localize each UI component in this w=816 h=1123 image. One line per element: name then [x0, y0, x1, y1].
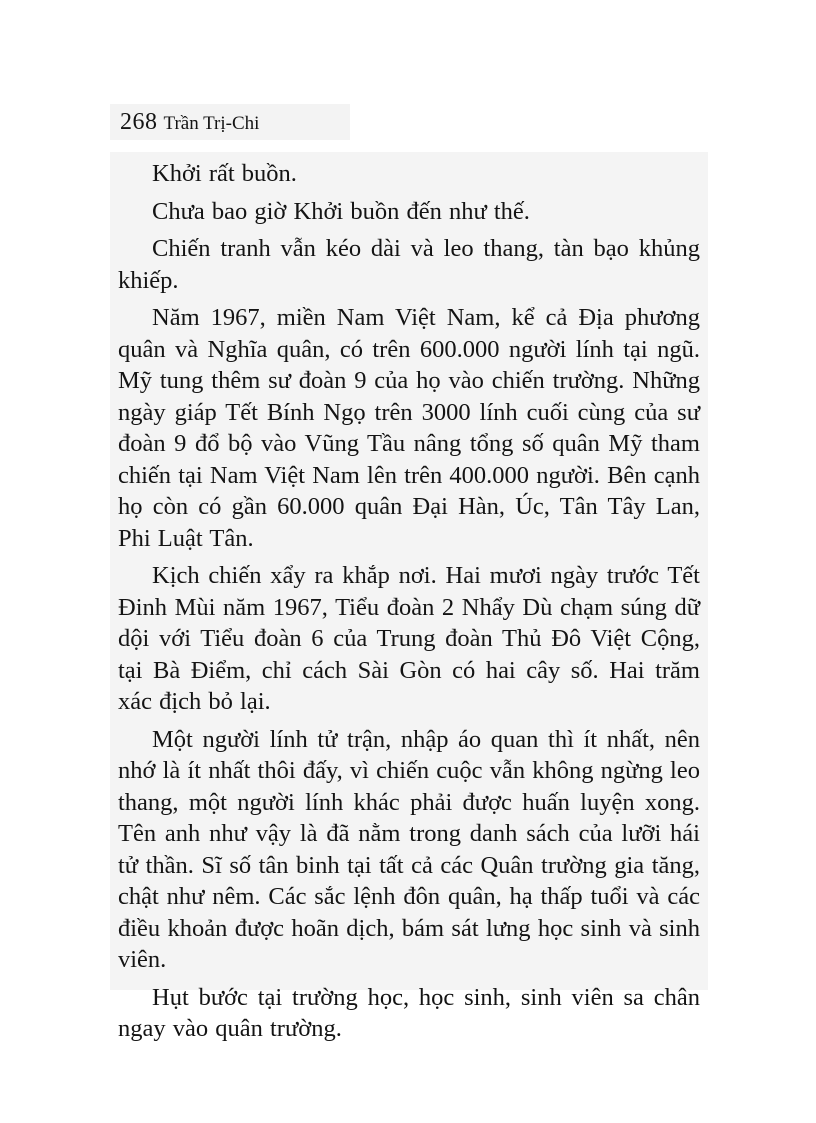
page-header [110, 104, 350, 140]
paragraph: Kịch chiến xẩy ra khắp nơi. Hai mươi ngày trước Tết Đinh Mùi năm 1967, Tiểu đoàn 2 Nhẩy Dù chạm súng dữ dội với Tiểu đoàn 6 của Trung đoàn Thủ Đô Việt Cộng, tại Bà Điểm, chỉ cách Sài Gòn có hai cây số. Hai trăm xác địch bỏ lại. [118, 562, 700, 715]
paragraph: Hụt bước tại trường học, học sinh, sinh viên sa chân ngay vào quân trường. [118, 983, 700, 1042]
body-text [110, 152, 708, 1042]
page-number: 268 [120, 109, 158, 135]
running-head-author: Trần Trị-Chi [163, 113, 260, 134]
paragraph: Khởi rất buồn. [152, 160, 297, 187]
paragraph: Năm 1967, miền Nam Việt Nam, kể cả Địa phương quân và Nghĩa quân, có trên 600.000 người lính tại ngũ. Mỹ tung thêm sư đoàn 9 của họ vào chiến trường. Những ngày giáp Tết Bính Ngọ trên 3000 lính cuối cùng của sư đoàn 9 đổ bộ vào Vũng Tầu nâng tổng số quân Mỹ tham chiến tại Nam Việt Nam lên trên 400.000 người. Bên cạnh họ còn có gần 60.000 quân Đại Hàn, Úc, Tân Tây Lan, Phi Luật Tân. [118, 304, 700, 552]
paragraph: Chưa bao giờ Khởi buồn đến như thế. [152, 197, 530, 225]
paragraph: Chiến tranh vẫn kéo dài và leo thang, tàn bạo khủng khiếp. [118, 235, 700, 294]
paragraph: Một người lính tử trận, nhập áo quan thì ít nhất, nên nhớ là ít nhất thôi đấy, vì chiến cuộc vẫn không ngừng leo thang, một người lính khác phải được huấn luyện xong. Tên anh như vậy là đã nằm trong danh sách của lưỡi hái tử thần. Sĩ số tân binh tại tất cả các Quân trường gia tăng, chật như nêm. Các sắc lệnh đôn quân, hạ thấp tuổi và các điều khoản được hoãn dịch, bám sát lưng học sinh và sinh viên. [118, 725, 700, 973]
